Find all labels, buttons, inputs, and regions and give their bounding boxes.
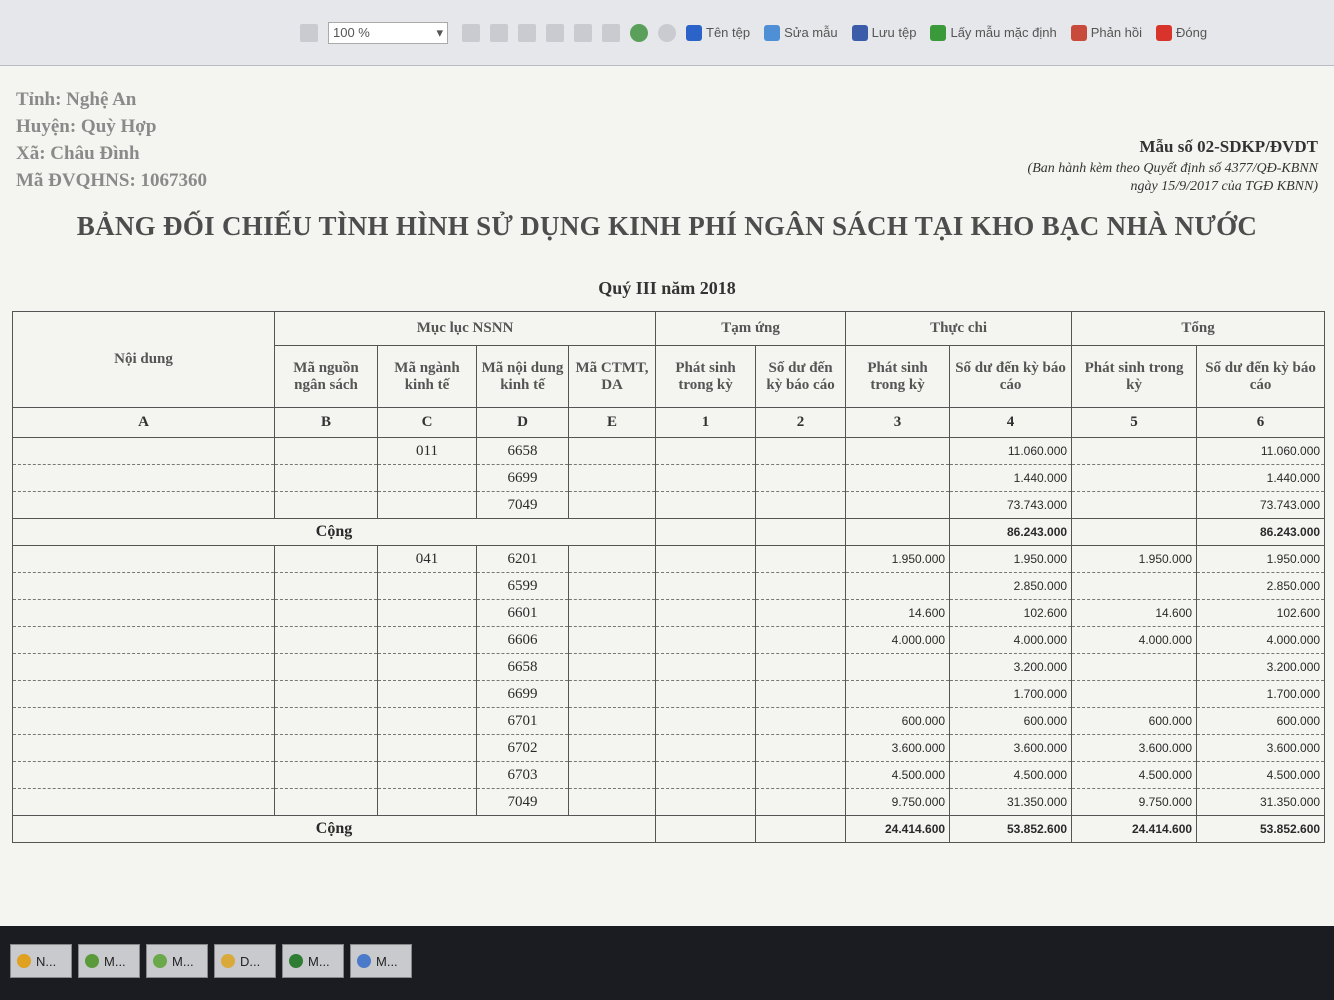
letter-a: A [13,408,275,438]
report-page [0,66,1334,926]
adv-arise-cell [656,600,756,627]
letter-2: 2 [756,408,846,438]
sector-cell [378,492,477,519]
act-arise-cell: 1.950.000 [846,546,950,573]
adv-balance-cell [756,465,846,492]
tot-arise-cell: 4.500.000 [1072,762,1197,789]
program-cell [569,762,656,789]
edit-icon [764,25,780,41]
zoom-value: 100 % [333,25,370,40]
tot-balance-cell: 73.743.000 [1197,492,1325,519]
act-balance-cell: 1.950.000 [950,546,1072,573]
group-advance: Tạm ứng [656,312,846,346]
table-row [13,708,1325,735]
adv-arise-cell [656,708,756,735]
total-tot-balance: 53.852.600 [1197,816,1325,843]
sector-cell [378,762,477,789]
toolbar-button-1[interactable] [764,25,838,41]
adv-balance-cell [756,600,846,627]
table-row [13,546,1325,573]
col-content: Nội dung [13,312,275,408]
total-tot-arise [1072,519,1197,546]
total-act-balance: 53.852.600 [950,816,1072,843]
sector-cell [378,708,477,735]
item-cell: 6201 [477,546,569,573]
forward-icon[interactable] [658,24,676,42]
toolbar-button-5[interactable] [1156,25,1207,41]
act-arise-cell: 14.600 [846,600,950,627]
tot-balance-cell: 1.440.000 [1197,465,1325,492]
tot-balance-cell: 31.350.000 [1197,789,1325,816]
item-cell: 6606 [477,627,569,654]
act-arise-cell: 9.750.000 [846,789,950,816]
adv-balance-cell [756,762,846,789]
total-adv-balance [756,816,846,843]
province: Tỉnh: Nghệ An [16,89,137,110]
sector-cell: 011 [378,438,477,465]
tot-arise-cell [1072,465,1197,492]
content-cell [13,627,275,654]
content-cell [13,600,275,627]
tot-balance-cell: 4.500.000 [1197,762,1325,789]
unit-code: Mã ĐVQHNS: 1067360 [16,170,208,191]
col-tot-balance: Số dư đến kỳ báo cáo [1197,346,1325,408]
source-cell [275,681,378,708]
adv-balance-cell [756,627,846,654]
toolbar-button-label: Sửa mẫu [784,25,838,40]
tot-balance-cell: 3.200.000 [1197,654,1325,681]
report-toolbar [0,0,1334,66]
source-cell [275,762,378,789]
unit-info [16,86,207,194]
letter-4: 4 [950,408,1072,438]
item-cell: 7049 [477,789,569,816]
taskbar-item-5[interactable] [350,944,412,978]
sector-cell [378,654,477,681]
table-row [13,735,1325,762]
source-cell [275,492,378,519]
tot-arise-cell: 14.600 [1072,600,1197,627]
letter-e: E [569,408,656,438]
total-adv-arise [656,816,756,843]
source-cell [275,789,378,816]
info-icon [686,25,702,41]
source-cell [275,465,378,492]
table-row [13,465,1325,492]
item-cell: 6658 [477,438,569,465]
total-act-arise: 24.414.600 [846,816,950,843]
tot-balance-cell: 4.000.000 [1197,627,1325,654]
act-balance-cell: 1.700.000 [950,681,1072,708]
source-cell [275,627,378,654]
feedback-icon [1071,25,1087,41]
adv-arise-cell [656,573,756,600]
source-cell [275,708,378,735]
tot-balance-cell: 1.700.000 [1197,681,1325,708]
adv-arise-cell [656,654,756,681]
content-cell [13,708,275,735]
col-source: Mã nguồn ngân sách [275,346,378,408]
tot-arise-cell: 9.750.000 [1072,789,1197,816]
toolbar-button-label: Đóng [1176,25,1208,40]
source-cell [275,573,378,600]
chevron-down-icon: ▾ [436,24,443,40]
adv-balance-cell [756,708,846,735]
content-cell [13,762,275,789]
district: Huyện: Quỳ Hợp [16,116,157,137]
letter-5: 5 [1072,408,1197,438]
table-row [13,762,1325,789]
taskbar-item-label: M... [104,953,126,969]
tot-balance-cell: 3.600.000 [1197,735,1325,762]
col-tot-arise: Phát sinh trong kỳ [1072,346,1197,408]
program-cell [569,654,656,681]
adv-balance-cell [756,789,846,816]
toolbar-button-label: Tên tệp [706,25,751,40]
table-row [13,789,1325,816]
act-balance-cell: 3.600.000 [950,735,1072,762]
tot-arise-cell [1072,438,1197,465]
tot-arise-cell: 3.600.000 [1072,735,1197,762]
act-balance-cell: 4.000.000 [950,627,1072,654]
item-cell: 6702 [477,735,569,762]
adv-arise-cell [656,789,756,816]
close-icon [1156,25,1172,41]
letter-d: D [477,408,569,438]
arrow-first-icon[interactable] [518,24,536,42]
program-cell [569,681,656,708]
adv-arise-cell [656,735,756,762]
total-act-arise [846,519,950,546]
act-arise-cell: 4.500.000 [846,762,950,789]
act-balance-cell: 11.060.000 [950,438,1072,465]
content-cell [13,465,275,492]
toolbar-button-label: Lưu tệp [871,25,917,40]
page-icon[interactable] [462,24,480,42]
report-period: Quý III năm 2018 [598,278,736,298]
total-tot-balance: 86.243.000 [1197,519,1325,546]
tot-balance-cell: 102.600 [1197,600,1325,627]
save-icon [852,25,868,41]
adv-balance-cell [756,546,846,573]
adv-balance-cell [756,654,846,681]
sector-cell [378,735,477,762]
group-total: Tổng [1072,312,1325,346]
commune: Xã: Châu Đình [16,143,140,164]
col-program: Mã CTMT, DA [569,346,656,408]
adv-arise-cell [656,627,756,654]
act-balance-cell: 73.743.000 [950,492,1072,519]
act-balance-cell: 102.600 [950,600,1072,627]
act-arise-cell: 600.000 [846,708,950,735]
program-cell [569,735,656,762]
tot-arise-cell [1072,654,1197,681]
content-cell [13,546,275,573]
total-row [13,519,1325,546]
taskbar-item-3[interactable] [214,944,276,978]
excel-icon [289,954,303,968]
sector-cell [378,681,477,708]
tot-arise-cell: 4.000.000 [1072,627,1197,654]
back-icon[interactable] [630,24,648,42]
arrow-down-icon[interactable] [574,24,592,42]
program-cell [569,708,656,735]
tot-arise-cell [1072,492,1197,519]
content-cell [13,681,275,708]
taskbar-item-2[interactable] [146,944,208,978]
col-adv-balance: Số dư đến kỳ báo cáo [756,346,846,408]
sector-cell: 041 [378,546,477,573]
source-cell [275,438,378,465]
program-cell [569,492,656,519]
taskbar-item-label: M... [308,953,330,969]
sector-cell [378,627,477,654]
act-balance-cell: 4.500.000 [950,762,1072,789]
adv-balance-cell [756,492,846,519]
taskbar-item-4[interactable] [282,944,344,978]
act-balance-cell: 31.350.000 [950,789,1072,816]
first-page-icon[interactable] [300,24,318,42]
adv-arise-cell [656,465,756,492]
table-row [13,573,1325,600]
total-label: Cộng [13,816,656,843]
item-cell: 6703 [477,762,569,789]
taskbar-item-label: M... [376,953,398,969]
arrow-last-icon[interactable] [602,24,620,42]
sector-cell [378,600,477,627]
program-cell [569,789,656,816]
adv-arise-cell [656,546,756,573]
col-act-balance: Số dư đến kỳ báo cáo [950,346,1072,408]
program-cell [569,546,656,573]
act-arise-cell: 3.600.000 [846,735,950,762]
form-number: Mẫu số 02-SDKP/ĐVDT [1139,137,1318,156]
item-cell: 6599 [477,573,569,600]
tot-balance-cell: 11.060.000 [1197,438,1325,465]
toolbar-button-0[interactable] [686,25,750,41]
adv-arise-cell [656,681,756,708]
item-cell: 6658 [477,654,569,681]
content-cell [13,789,275,816]
act-arise-cell [846,573,950,600]
total-row [13,816,1325,843]
adv-arise-cell [656,762,756,789]
table-row [13,654,1325,681]
letter-3: 3 [846,408,950,438]
group-actual: Thực chi [846,312,1072,346]
col-adv-arise: Phát sinh trong kỳ [656,346,756,408]
adv-balance-cell [756,681,846,708]
adv-balance-cell [756,573,846,600]
tot-balance-cell: 1.950.000 [1197,546,1325,573]
adv-balance-cell [756,735,846,762]
program-cell [569,573,656,600]
program-cell [569,438,656,465]
act-arise-cell: 4.000.000 [846,627,950,654]
item-cell: 6601 [477,600,569,627]
toolbar-button-label: Phản hồi [1090,25,1143,40]
adv-balance-cell [756,438,846,465]
save-disk-icon[interactable] [490,24,508,42]
program-cell [569,465,656,492]
adv-arise-cell [656,438,756,465]
item-cell: 6701 [477,708,569,735]
taskbar-item-label: N... [36,953,57,969]
tot-arise-cell: 600.000 [1072,708,1197,735]
content-cell [13,735,275,762]
taskbar-item-label: M... [172,953,194,969]
content-cell [13,438,275,465]
act-balance-cell: 1.440.000 [950,465,1072,492]
tot-arise-cell [1072,573,1197,600]
table-row [13,438,1325,465]
act-balance-cell: 600.000 [950,708,1072,735]
total-tot-arise: 24.414.600 [1072,816,1197,843]
form-info [1028,138,1318,196]
source-cell [275,735,378,762]
app-icon [85,954,99,968]
taskbar-item-label: D... [240,953,261,969]
col-act-arise: Phát sinh trong kỳ [846,346,950,408]
report-icon [357,954,371,968]
table-row [13,492,1325,519]
tot-arise-cell [1072,681,1197,708]
program-cell [569,627,656,654]
content-cell [13,492,275,519]
col-sector: Mã ngành kinh tế [378,346,477,408]
default-template-icon [930,25,946,41]
sector-cell [378,465,477,492]
toolbar-button-label: Lấy mẫu mặc định [950,25,1057,40]
toolbar-button-3[interactable] [930,25,1056,41]
zoom-select[interactable] [328,22,448,44]
table-row [13,627,1325,654]
toolbar-button-2[interactable] [852,25,917,41]
tot-arise-cell: 1.950.000 [1072,546,1197,573]
act-arise-cell [846,438,950,465]
letter-c: C [378,408,477,438]
sector-cell [378,573,477,600]
app-icon [153,954,167,968]
group-mlns: Mục lục NSNN [275,312,656,346]
source-cell [275,600,378,627]
item-cell: 6699 [477,465,569,492]
act-arise-cell [846,681,950,708]
report-title: BẢNG ĐỐI CHIẾU TÌNH HÌNH SỬ DỤNG KINH PHÍ NGÂN SÁCH TẠI KHO BẠC NHÀ NƯỚC [76,211,1258,241]
item-cell: 6699 [477,681,569,708]
table-row [13,600,1325,627]
taskbar-item-0[interactable] [10,944,72,978]
table-row [13,681,1325,708]
toolbar-button-4[interactable] [1071,25,1142,41]
item-cell: 7049 [477,492,569,519]
adv-arise-cell [656,492,756,519]
total-label: Cộng [13,519,656,546]
letter-6: 6 [1197,408,1325,438]
letter-1: 1 [656,408,756,438]
taskbar-item-1[interactable] [78,944,140,978]
act-balance-cell: 2.850.000 [950,573,1072,600]
col-item: Mã nội dung kinh tế [477,346,569,408]
tot-balance-cell: 600.000 [1197,708,1325,735]
act-arise-cell [846,492,950,519]
arrow-up-icon[interactable] [546,24,564,42]
total-adv-arise [656,519,756,546]
folder-icon [221,954,235,968]
chrome-icon [17,954,31,968]
sector-cell [378,789,477,816]
total-adv-balance [756,519,846,546]
tot-balance-cell: 2.850.000 [1197,573,1325,600]
act-balance-cell: 3.200.000 [950,654,1072,681]
total-act-balance: 86.243.000 [950,519,1072,546]
content-cell [13,573,275,600]
letter-b: B [275,408,378,438]
program-cell [569,600,656,627]
act-arise-cell [846,654,950,681]
source-cell [275,546,378,573]
source-cell [275,654,378,681]
taskbar [0,926,1334,1000]
content-cell [13,654,275,681]
reconciliation-table [12,311,1325,843]
act-arise-cell [846,465,950,492]
issued-line-1: (Ban hành kèm theo Quyết định số 4377/QĐ-KBNN [1027,161,1318,176]
issued-line-2: ngày 15/9/2017 của TGĐ KBNN) [1130,179,1318,194]
